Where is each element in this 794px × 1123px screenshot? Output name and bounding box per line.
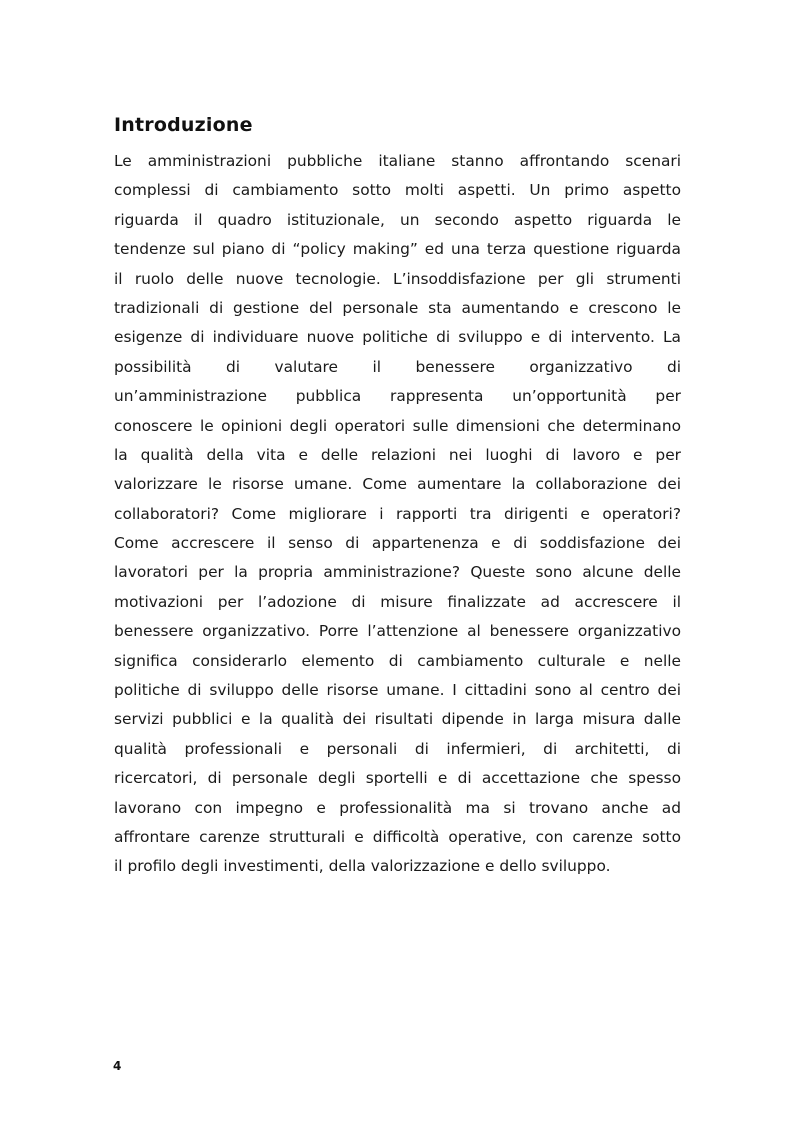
paragraph-line: lavoratori per la propria amministrazione? Queste sono alcune delle bbox=[114, 563, 681, 582]
section-heading: Introduzione bbox=[114, 114, 253, 136]
paragraph-line: possibilità di valutare il benessere organizzativo di bbox=[114, 357, 681, 376]
paragraph-line: un’amministrazione pubblica rappresenta un’opportunità per bbox=[114, 387, 681, 406]
paragraph-line: il ruolo delle nuove tecnologie. L’insoddisfazione per gli strumenti bbox=[114, 269, 681, 288]
paragraph-line: la qualità della vita e delle relazioni nei luoghi di lavoro e per bbox=[114, 445, 681, 464]
paragraph-line: esigenze di individuare nuove politiche di sviluppo e di intervento. La bbox=[114, 328, 681, 347]
paragraph-line: significa considerarlo elemento di cambiamento culturale e nelle bbox=[114, 651, 681, 670]
paragraph-line: servizi pubblici e la qualità dei risultati dipende in larga misura dalle bbox=[114, 710, 681, 729]
paragraph-line: tradizionali di gestione del personale sta aumentando e crescono le bbox=[114, 298, 681, 317]
paragraph-line: riguarda il quadro istituzionale, un secondo aspetto riguarda le bbox=[114, 210, 681, 229]
paragraph-line: Come accrescere il senso di appartenenza e di soddisfazione dei bbox=[114, 534, 681, 553]
paragraph-line: ricercatori, di personale degli sportelli e di accettazione che spesso bbox=[114, 769, 681, 788]
paragraph-line: complessi di cambiamento sotto molti aspetti. Un primo aspetto bbox=[114, 181, 681, 200]
paragraph-line: valorizzare le risorse umane. Come aumentare la collaborazione dei bbox=[114, 475, 681, 494]
paragraph-line: il profilo degli investimenti, della valorizzazione e dello sviluppo. bbox=[114, 857, 611, 876]
paragraph-line: politiche di sviluppo delle risorse umane. I cittadini sono al centro dei bbox=[114, 681, 681, 700]
paragraph-line: affrontare carenze strutturali e difficoltà operative, con carenze sotto bbox=[114, 827, 681, 846]
paragraph-line: conoscere le opinioni degli operatori sulle dimensioni che determinano bbox=[114, 416, 681, 435]
body-paragraph bbox=[114, 147, 681, 882]
paragraph-line: Le amministrazioni pubbliche italiane stanno affrontando scenari bbox=[114, 152, 681, 170]
paragraph-line: benessere organizzativo. Porre l’attenzione al benessere organizzativo bbox=[114, 622, 681, 641]
paragraph-line: collaboratori? Come migliorare i rapporti tra dirigenti e operatori? bbox=[114, 504, 681, 523]
paragraph-line: qualità professionali e personali di infermieri, di architetti, di bbox=[114, 739, 681, 758]
paragraph-line: lavorano con impegno e professionalità ma si trovano anche ad bbox=[114, 798, 681, 817]
paragraph-line: motivazioni per l’adozione di misure finalizzate ad accrescere il bbox=[114, 592, 681, 611]
paragraph-line: tendenze sul piano di “policy making” ed una terza questione riguarda bbox=[114, 240, 681, 259]
page-number: 4 bbox=[113, 1059, 122, 1073]
